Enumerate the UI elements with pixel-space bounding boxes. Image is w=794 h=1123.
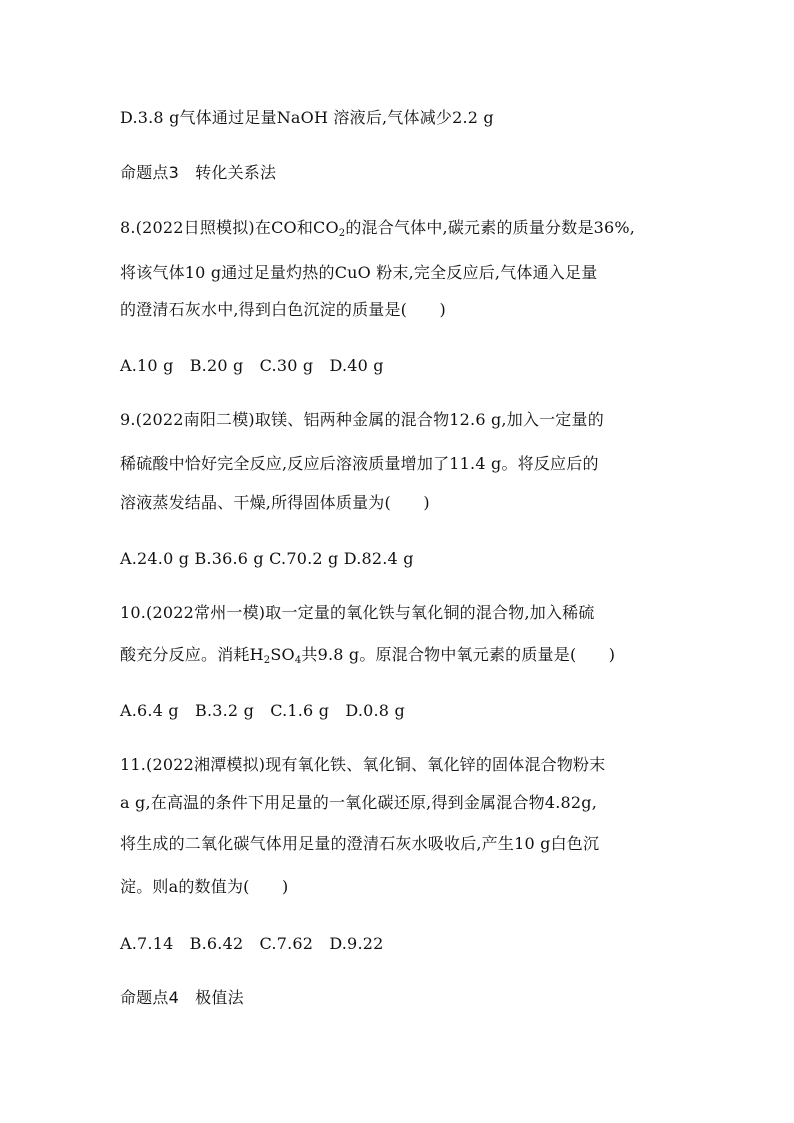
section-heading-4: 命题点4 极值法 [120,988,244,1007]
q8-subscript: 2 [338,228,346,239]
question-10-line-1: 10.(2022常州一模)取一定量的氧化铁与氧化铜的混合物,加入稀硫 [120,603,595,622]
question-10-options: A.6.4 g B.3.2 g C.1.6 g D.0.8 g [120,701,405,720]
option-d-line: D.3.8 g气体通过足量NaOH 溶液后,气体减少2.2 g [120,108,494,127]
question-9-line-2: 稀硫酸中恰好完全反应,反应后溶液质量增加了11.4 g。将反应后的 [120,454,599,473]
question-8-line-2: 将该气体10 g通过足量灼热的CuO 粉末,完全反应后,气体通入足量 [120,263,598,282]
section-heading-3: 命题点3 转化关系法 [120,163,277,182]
q8-text-a: 8.(2022日照模拟)在CO和CO [120,218,339,237]
question-9-line-1: 9.(2022南阳二模)取镁、铝两种金属的混合物12.6 g,加入一定量的 [120,410,604,429]
question-8-line-1 [120,218,635,238]
question-11-line-4: 淀。则a的数值为( ) [120,877,289,896]
question-11-options: A.7.14 B.6.42 C.7.62 D.9.22 [120,934,384,953]
q8-text-b: 的混合气体中,碳元素的质量分数是36%, [345,218,636,237]
question-9-line-3: 溶液蒸发结晶、干燥,所得固体质量为( ) [120,493,430,512]
q10-subscript-2: 4 [294,655,302,666]
q10-text-b: SO [270,645,295,664]
question-11-line-1: 11.(2022湘潭模拟)现有氧化铁、氧化铜、氧化锌的固体混合物粉末 [120,755,606,774]
question-8-line-3: 的澄清石灰水中,得到白色沉淀的质量是( ) [120,300,446,319]
question-11-line-3: 将生成的二氧化碳气体用足量的澄清石灰水吸收后,产生10 g白色沉 [120,834,600,853]
q10-subscript-1: 2 [263,655,271,666]
question-11-line-2: a g,在高温的条件下用足量的一氧化碳还原,得到金属混合物4.82g, [120,793,597,812]
question-10-line-2 [120,645,615,665]
q10-text-c: 共9.8 g。原混合物中氧元素的质量是( ) [301,645,616,664]
question-9-options: A.24.0 g B.36.6 g C.70.2 g D.82.4 g [120,549,414,568]
q10-text-a: 酸充分反应。消耗H [120,645,264,664]
question-8-options: A.10 g B.20 g C.30 g D.40 g [120,356,384,375]
